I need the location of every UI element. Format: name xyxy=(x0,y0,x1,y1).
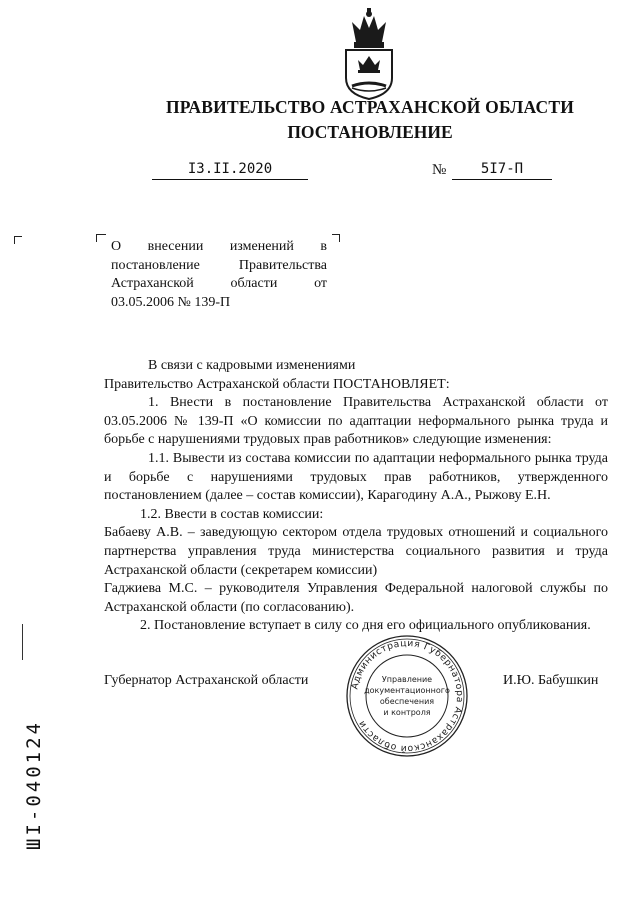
document-body xyxy=(104,357,608,636)
corner-mark-left xyxy=(14,236,22,244)
official-stamp xyxy=(345,634,469,758)
stamp-line: Управление xyxy=(381,675,433,684)
body-paragraph: 1.2. Ввести в состав комиссии: xyxy=(140,506,324,522)
document-subject: О внесении изменений в постановление Правительства Астраханской области от 03.05.2006 № 139-П xyxy=(111,239,327,311)
signatory-position: Губернатор Астраханской области xyxy=(104,673,309,688)
corner-mark-subject-right xyxy=(332,234,340,242)
margin-mark xyxy=(22,624,23,660)
corner-mark-subject-left xyxy=(96,234,106,242)
document-date: I3.II.2020 xyxy=(187,161,273,177)
organization-title: ПРАВИТЕЛЬСТВО АСТРАХАНСКОЙ ОБЛАСТИ xyxy=(165,97,575,117)
document-number: 5I7-П xyxy=(480,161,524,177)
body-paragraph: 2. Постановление вступает в силу со дня его официального опубликования. xyxy=(140,618,591,634)
stamp-line: обеспечения xyxy=(379,697,435,706)
body-paragraph: Гаджиева М.С. – руководителя Управления Федеральной налоговой службы по Астраханской области (по согласованию). xyxy=(104,581,608,615)
body-paragraph: В связи с кадровыми изменениями xyxy=(148,358,356,373)
stamp-line: и контроля xyxy=(383,708,431,717)
stamp-ring-text: Администрация Губернатора Астраханской области xyxy=(349,637,466,755)
number-sign: № xyxy=(432,162,447,178)
signatory-name: И.Ю. Бабушкин xyxy=(503,673,599,688)
coat-of-arms-icon xyxy=(338,8,400,100)
side-serial-code: ШI-040124 xyxy=(23,720,45,850)
body-paragraph: Правительство Астраханской области ПОСТАНОВЛЯЕТ: xyxy=(104,376,450,392)
number-underline xyxy=(452,179,552,180)
body-paragraph: 1.1. Вывести из состава комиссии по адаптации неформального рынка труда и борьбе с нарушениями трудовых прав работников, утвержденного постановлением (далее – состав комиссии), Карагодину А.А., Рыжову Е.Н. xyxy=(104,450,608,504)
stamp-line: документационного xyxy=(364,686,450,695)
body-paragraph: 1. Внести в постановление Правительства Астраханской области от 03.05.2006 № 139-П «О комиссии по адаптации неформального рынка труда и борьбе с нарушениями трудовых прав работников» следующие изменения: xyxy=(104,395,608,448)
date-underline xyxy=(152,179,308,180)
body-paragraph: Бабаеву А.В. – заведующую сектором отдела трудовых отношений и социального партнерства управления труда министерства социального развития и труда Астраханской области (секретарем комиссии) xyxy=(104,525,608,578)
document-type: ПОСТАНОВЛЕНИЕ xyxy=(287,122,453,142)
